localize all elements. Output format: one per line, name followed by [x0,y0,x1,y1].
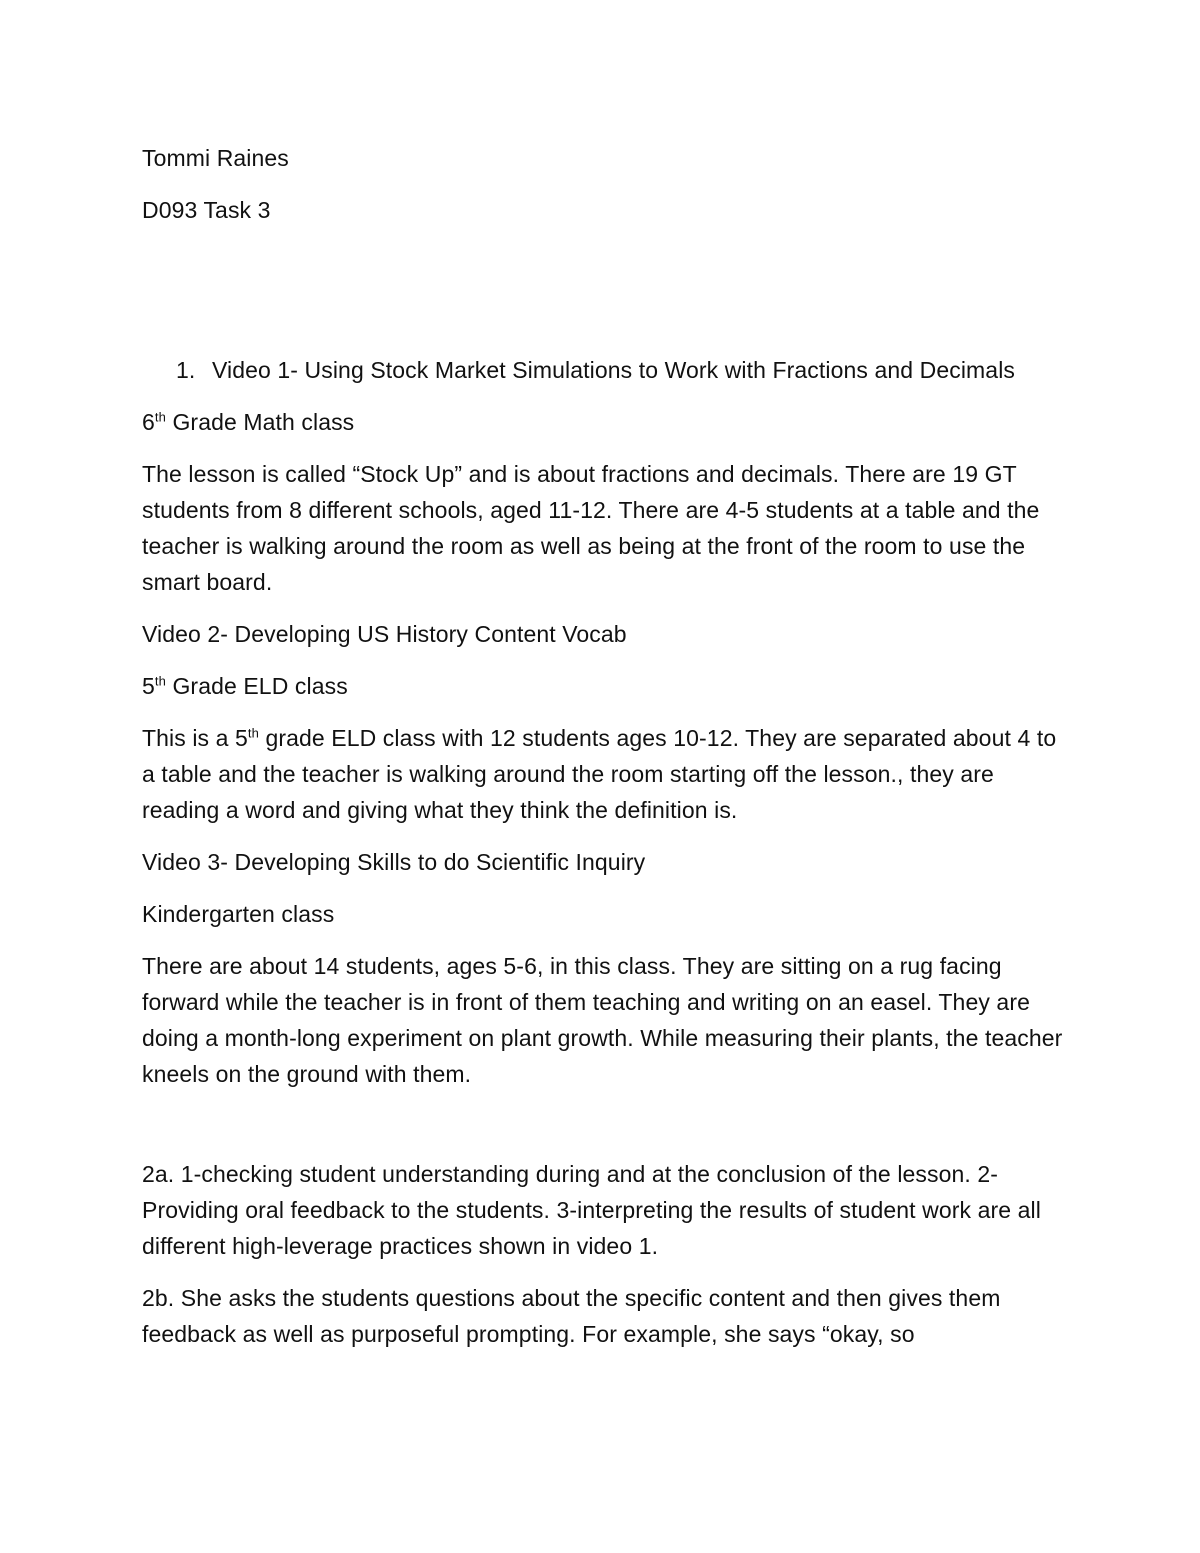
video3-description: There are about 14 students, ages 5-6, in this class. They are sitting on a rug facing forward while the teacher is in front of them teaching and writing on an easel. They are doing a month-long experiment on plant growth. While measuring their plants, the teacher kneels on the ground with them. [142,953,1063,1087]
video2-description: This is a 5th grade ELD class with 12 students ages 10-12. They are separated about 4 to a table and the teacher is walking around the room starting off the lesson., they are reading a word and giving what they think the definition is. [142,725,1057,823]
author-name: Tommi Raines [142,145,289,171]
answer-2b: 2b. She asks the students questions about the specific content and then gives them feedback as well as purposeful prompting. For example, she says “okay, so [142,1285,1001,1347]
video1-title: Video 1- Using Stock Market Simulations to Work with Fractions and Decimals [212,357,1016,383]
document-body [142,140,1072,1368]
answer-2a: 2a. 1-checking student understanding during and at the conclusion of the lesson. 2-Providing oral feedback to the students. 3-interpreting the results of student work are all different high-leverage practices shown in video 1. [142,1161,1041,1259]
video1-description: The lesson is called “Stock Up” and is about fractions and decimals. There are 19 GT students from 8 different schools, aged 11-12. There are 4-5 students at a table and the teacher is walking around the room as well as being at the front of the room to use the smart board. [142,461,1040,595]
video3-grade: Kindergarten class [142,901,335,927]
course-task: D093 Task 3 [142,197,271,223]
list-number: 1. [176,357,196,383]
video2-grade: 5th Grade ELD class [142,673,348,699]
list-item-1 [142,352,1072,388]
video1-grade: 6th Grade Math class [142,409,355,435]
video2-title: Video 2- Developing US History Content Vocab [142,621,627,647]
video3-title: Video 3- Developing Skills to do Scientific Inquiry [142,849,646,875]
spacer [142,1108,1072,1156]
spacer [142,244,1072,352]
